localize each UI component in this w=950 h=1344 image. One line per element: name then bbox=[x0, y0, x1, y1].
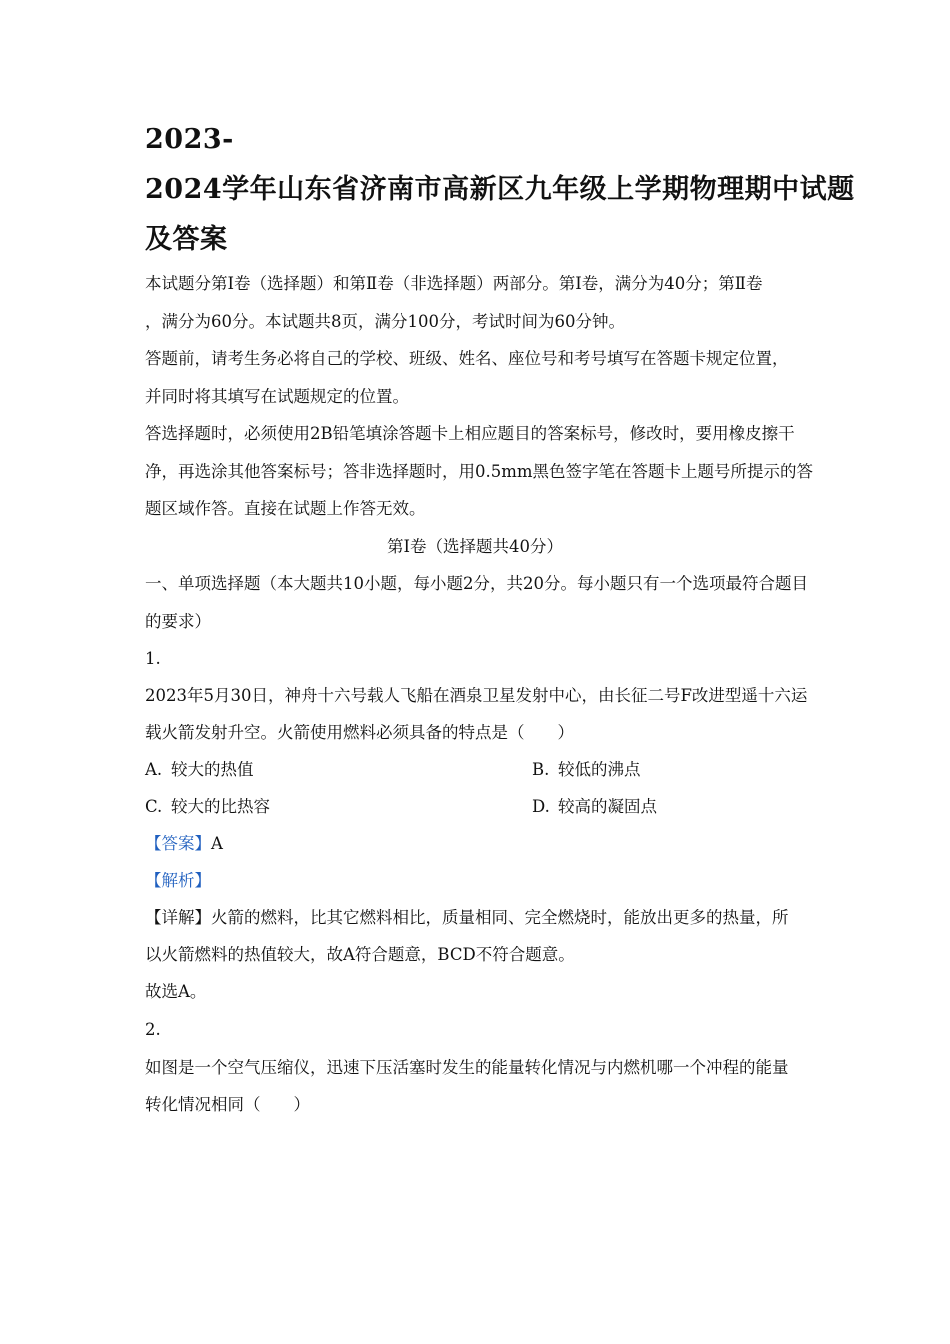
answer-value: A bbox=[211, 834, 223, 853]
option-letter: B. bbox=[532, 760, 550, 779]
question-2-stem-line-1: 如图是一个空气压缩仪，迅速下压活塞时发生的能量转化情况与内燃机哪一个冲程的能量 bbox=[145, 1058, 789, 1077]
option-letter: A. bbox=[145, 760, 163, 779]
question-1-detail-line-2: 以火箭燃料的热值较大，故A符合题意，BCD不符合题意。 bbox=[145, 945, 575, 964]
question-1-number: 1. bbox=[145, 649, 161, 668]
question-1-conclusion: 故选A。 bbox=[145, 982, 207, 1001]
option-text: 较低的沸点 bbox=[558, 760, 641, 779]
intro-paragraph-3-line-3: 题区域作答。直接在试题上作答无效。 bbox=[145, 499, 426, 518]
section-heading: 第Ⅰ卷（选择题共40分） bbox=[386, 537, 563, 556]
intro-paragraph-2-line-2: 并同时将其填写在试题规定的位置。 bbox=[145, 387, 409, 406]
doc-title-line-1: 2023- bbox=[145, 124, 234, 155]
option-text: 较高的凝固点 bbox=[558, 797, 657, 816]
intro-paragraph-2-line-1: 答题前，请考生务必将自己的学校、班级、姓名、座位号和考号填写在答题卡规定位置， bbox=[145, 349, 789, 368]
intro-paragraph-3-line-2: 净，再选涂其他答案标号；答非选择题时，用0.5mm黑色签字笔在答题卡上题号所提示的答 bbox=[145, 462, 814, 481]
question-1-option-b bbox=[532, 758, 641, 782]
option-text: 较大的比热容 bbox=[171, 797, 270, 816]
question-1-option-a bbox=[145, 758, 254, 782]
analysis-tag: 【解析】 bbox=[145, 871, 211, 890]
question-1-option-c bbox=[145, 795, 270, 819]
answer-tag: 【答案】 bbox=[145, 834, 211, 853]
question-1-analysis bbox=[145, 869, 211, 893]
question-1-option-d bbox=[532, 795, 657, 819]
option-letter: D. bbox=[532, 797, 550, 816]
question-1-stem-line-1: 2023年5月30日，神舟十六号载人飞船在酒泉卫星发射中心，由长征二号F改进型遥十六运 bbox=[145, 686, 808, 705]
question-2-number: 2. bbox=[145, 1020, 161, 1039]
question-1-answer bbox=[145, 832, 223, 856]
part-instructions-line-2: 的要求） bbox=[145, 612, 211, 631]
question-1-detail-line-1 bbox=[145, 906, 789, 930]
detail-tag: 【详解】 bbox=[145, 908, 211, 927]
doc-title-line-3: 及答案 bbox=[145, 224, 228, 255]
option-text: 较大的热值 bbox=[171, 760, 254, 779]
option-letter: C. bbox=[145, 797, 163, 816]
intro-paragraph-1-line-2: ，满分为60分。本试题共8页，满分100分，考试时间为60分钟。 bbox=[145, 312, 625, 331]
question-2-stem-line-2: 转化情况相同（ ） bbox=[145, 1095, 310, 1114]
part-instructions-line-1: 一、单项选择题（本大题共10小题，每小题2分，共20分。每小题只有一个选项最符合题目 bbox=[145, 574, 808, 593]
intro-paragraph-1-line-1: 本试题分第Ⅰ卷（选择题）和第Ⅱ卷（非选择题）两部分。第Ⅰ卷，满分为40分；第Ⅱ卷 bbox=[145, 274, 763, 293]
doc-title-line-2: 2024学年山东省济南市高新区九年级上学期物理期中试题 bbox=[145, 174, 855, 205]
question-1-stem-line-2: 载火箭发射升空。火箭使用燃料必须具备的特点是（ ） bbox=[145, 723, 574, 742]
intro-paragraph-3-line-1: 答选择题时，必须使用2B铅笔填涂答题卡上相应题目的答案标号，修改时，要用橡皮擦干 bbox=[145, 424, 795, 443]
detail-text: 火箭的燃料，比其它燃料相比，质量相同、完全燃烧时，能放出更多的热量，所 bbox=[211, 908, 789, 927]
